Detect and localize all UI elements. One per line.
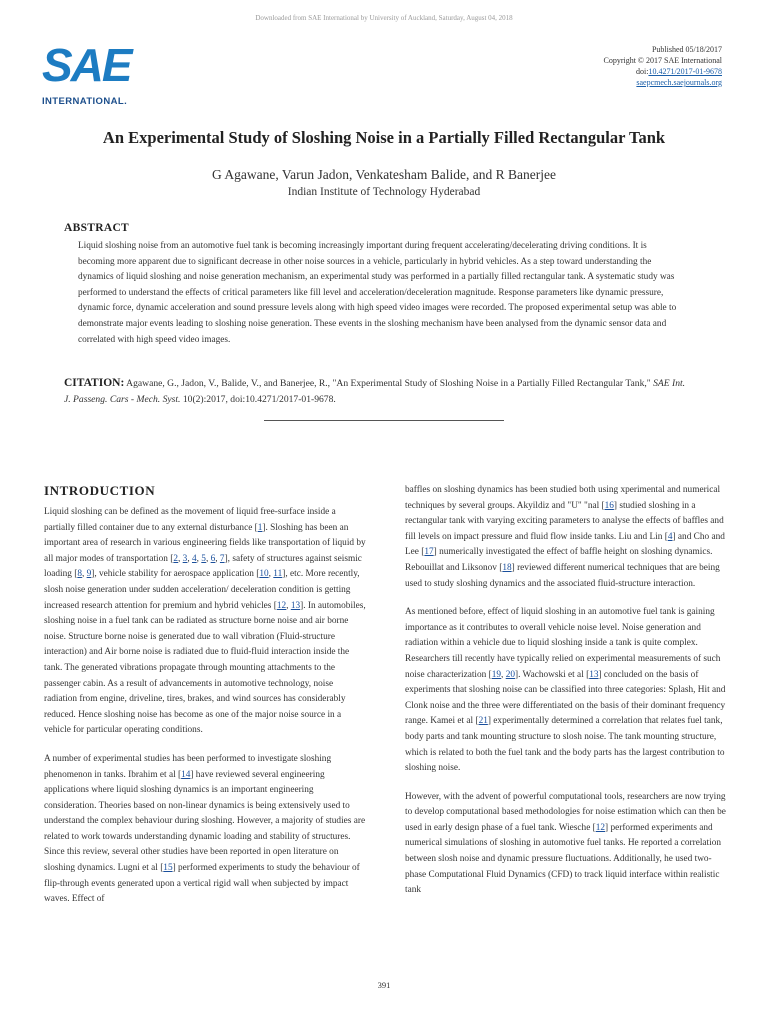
citation-tail: 10(2):2017, doi:10.4271/2017-01-9678. bbox=[182, 393, 336, 405]
ref-link[interactable]: 3 bbox=[182, 553, 188, 564]
citation bbox=[64, 376, 694, 407]
intro-paragraph-5: However, with the advent of powerful computational tools, researchers are now trying to develop computational based methodologies for noise estimation which can then be used in early design phase of a fuel tank. Wiesche [12] performed experiments and numerical simulations of sloshing in automotive fuel tanks. He reported a correlation between slosh noise and dynamic pressure fluctuations. Additionally, he used two-phase Computational Fluid Dynamics (CFD) to track liquid interface within realistic tank bbox=[405, 791, 726, 896]
intro-paragraph-2: A number of experimental studies has been performed to investigate sloshing phenomenon in tanks. Ibrahim et al [14] have reviewed several engineering applications where liquid sloshing dynamics is an important engineering consideration. Theories based on non-linear dynamics is being extensively used to understand the complex behaviour during sloshing. However, a majority of studies are related to work towards understanding dynamic loading and stability of structures. Since this review, several other studies have been reported in open literature on sloshing dynamics. Lugni et al [15] performed experiments to study the behaviour of flip-through events generated upon a vertical rigid wall when subjected by impact waves. Effect of bbox=[44, 753, 366, 905]
citation-journal: SAE Int. J. Passeng. Cars - Mech. Syst. bbox=[64, 378, 686, 405]
ref-link[interactable]: 7 bbox=[219, 553, 225, 564]
ref-link[interactable]: 18 bbox=[502, 562, 512, 573]
ref-link[interactable]: 20 bbox=[505, 669, 515, 680]
ref-link[interactable]: 11 bbox=[273, 569, 283, 580]
ref-link[interactable]: 12 bbox=[595, 822, 606, 833]
intro-paragraph-3: baffles on sloshing dynamics has been studied both using xperimental and numerical techniques by several groups. Akyildiz and "U" "nal [16] studied sloshing in a rectangular tank with varying exciting parameters to analyse the effects of baffles and fill levels on impact pressure and fluid flow inside tanks. Liu and Lin [4] and Cho and Lee [17] numerically investigated the effect of baffle height on sloshing dynamics. Rebouillat and Liksonov [18] reviewed different numerical techniques that are being used to study sloshing dynamics and the associated fluid-structure interaction. bbox=[405, 485, 725, 589]
author-list: G Agawane, Varun Jadon, Venkatesham Balide, and R Banerjee bbox=[211, 167, 557, 182]
download-note: Downloaded from SAE International by University of Auckland, Saturday, August 04, 2018 bbox=[255, 14, 513, 22]
ref-link[interactable]: 17 bbox=[424, 547, 434, 558]
ref-link[interactable]: 19 bbox=[491, 669, 502, 680]
right-column bbox=[405, 483, 727, 912]
ref-link[interactable]: 9 bbox=[86, 569, 92, 580]
ref-link[interactable]: 14 bbox=[181, 769, 191, 780]
affiliation: Indian Institute of Technology Hyderabad bbox=[287, 186, 481, 198]
journal-url-link[interactable]: saepcmech.saejournals.org bbox=[636, 78, 722, 87]
sae-logo bbox=[42, 39, 152, 110]
citation-text: Agawane, G., Jadon, V., Balide, V., and Banerjee, R., "An Experimental Study of Sloshing Noise in a Partially Filled Rectangular Tank," bbox=[126, 378, 651, 389]
ref-link[interactable]: 16 bbox=[604, 500, 614, 511]
divider-rule bbox=[264, 420, 504, 421]
ref-link[interactable]: 5 bbox=[201, 553, 206, 564]
doi-link[interactable]: 10.4271/2017-01-9678 bbox=[648, 67, 722, 76]
intro-paragraph-4: As mentioned before, effect of liquid sloshing in an automotive fuel tank is gaining importance as it contributes to overall vehicle noise level. Noise generation and radiation within a vehicle due to liquid sloshing inside a tank is quite complex. Researchers till recently have typically relied on experimental measurements of such noise characterization [19, 20]. Wachowski et al [13] concluded on the basis of experiments that sloshing noise can be classified into three categories: Splash, Hit and Clonk noise and the three were differentiated on the basis of their dominant frequency range. Kamei et al [21] experimentally determined a correlation that relates fuel tank, body parts and tank mounting structure to slosh noise. The tank mounting structure, which is related to both the fuel tank and the body parts has the largest contribution to sloshing noise. bbox=[405, 607, 726, 774]
ref-link[interactable]: 1 bbox=[257, 522, 263, 533]
publication-info bbox=[603, 44, 722, 88]
ref-link[interactable]: 10 bbox=[259, 569, 269, 580]
sae-logo-letters: SAE bbox=[42, 39, 131, 91]
doi-line: doi:10.4271/2017-01-9678 bbox=[635, 67, 722, 76]
ref-link[interactable]: 21 bbox=[478, 716, 488, 727]
ref-link[interactable]: 13 bbox=[290, 600, 301, 611]
ref-link[interactable]: 13 bbox=[589, 669, 599, 680]
copyright-line: Copyright © 2017 SAE International bbox=[603, 56, 722, 65]
sae-logo-international: INTERNATIONAL. bbox=[42, 96, 128, 107]
paper-title: An Experimental Study of Sloshing Noise in a Partially Filled Rectangular Tank bbox=[102, 128, 666, 147]
page-number: 391 bbox=[377, 980, 391, 990]
ref-link[interactable]: 8 bbox=[77, 569, 82, 580]
ref-link[interactable]: 6 bbox=[210, 553, 216, 564]
ref-link[interactable]: 4 bbox=[191, 553, 197, 564]
published-date: Published 05/18/2017 bbox=[651, 45, 722, 54]
abstract-body: Liquid sloshing noise from an automotive fuel tank is becoming increasingly important during frequent accelerating/decelerating driving conditions. It is becoming more apparent due to significant decrease in other noise sources in a vehicle, particularly in hybrid vehicles. As a step toward understanding the dynamics of liquid sloshing and noise generation mechanism, an experimental study was performed in a partially filled rectangular tank. A systematic study was performed to understand the effects of critical parameters like fill level and acceleration/deceleration magnitude. Response parameters like dynamic pressure, dynamic force, dynamic acceleration and sound pressure levels along with high speed video images were recorded. The proposed experimental setup was able to demonstrate major events leading to sloshing noise generation. These events in the sloshing mechanism have been analysed from the dynamic sensor data and correlated with high speed video images. bbox=[78, 241, 677, 345]
abstract-heading: ABSTRACT bbox=[64, 222, 130, 234]
ref-link[interactable]: 15 bbox=[163, 863, 173, 874]
intro-paragraph-1: Liquid sloshing can be defined as the movement of liquid free-surface inside a partially filled container due to any external disturbance [1]. Sloshing has been an important area of research in various engineering fields like transportation of liquid by all major modes of transportation [2, 3, 4, 5, 6, 7], safety of structures against seismic loading [8, 9], vehicle stability for aerospace application [10, 11], etc. More recently, slosh noise generation under sudden acceleration/ deceleration condition is getting increased research attention for premium and hybrid vehicles [12, 13]. In automobiles, sloshing noise in a fuel tank can be radiated as structure borne noise and air borne noise. Structure borne noise is generated due to wall vibration (Fluid-structure interaction) and Air borne noise is radiated due to fluid-fluid interaction inside the tank. The generated vibrations propagate through mounting attachments to the passenger cabin. As a result of advancements in automotive technology, noise radiation from engine, driveline, tires, brakes, and wind sources has considerably reduced. Hence sloshing noise has become as one of the major noise source in a vehicle for particular operating conditions. bbox=[44, 507, 366, 736]
ref-link[interactable]: 4 bbox=[667, 531, 673, 542]
left-column bbox=[44, 505, 366, 921]
introduction-heading: INTRODUCTION bbox=[44, 483, 156, 498]
ref-link[interactable]: 12 bbox=[276, 600, 287, 611]
citation-label: CITATION: bbox=[64, 377, 125, 389]
ref-link[interactable]: 2 bbox=[173, 553, 179, 564]
